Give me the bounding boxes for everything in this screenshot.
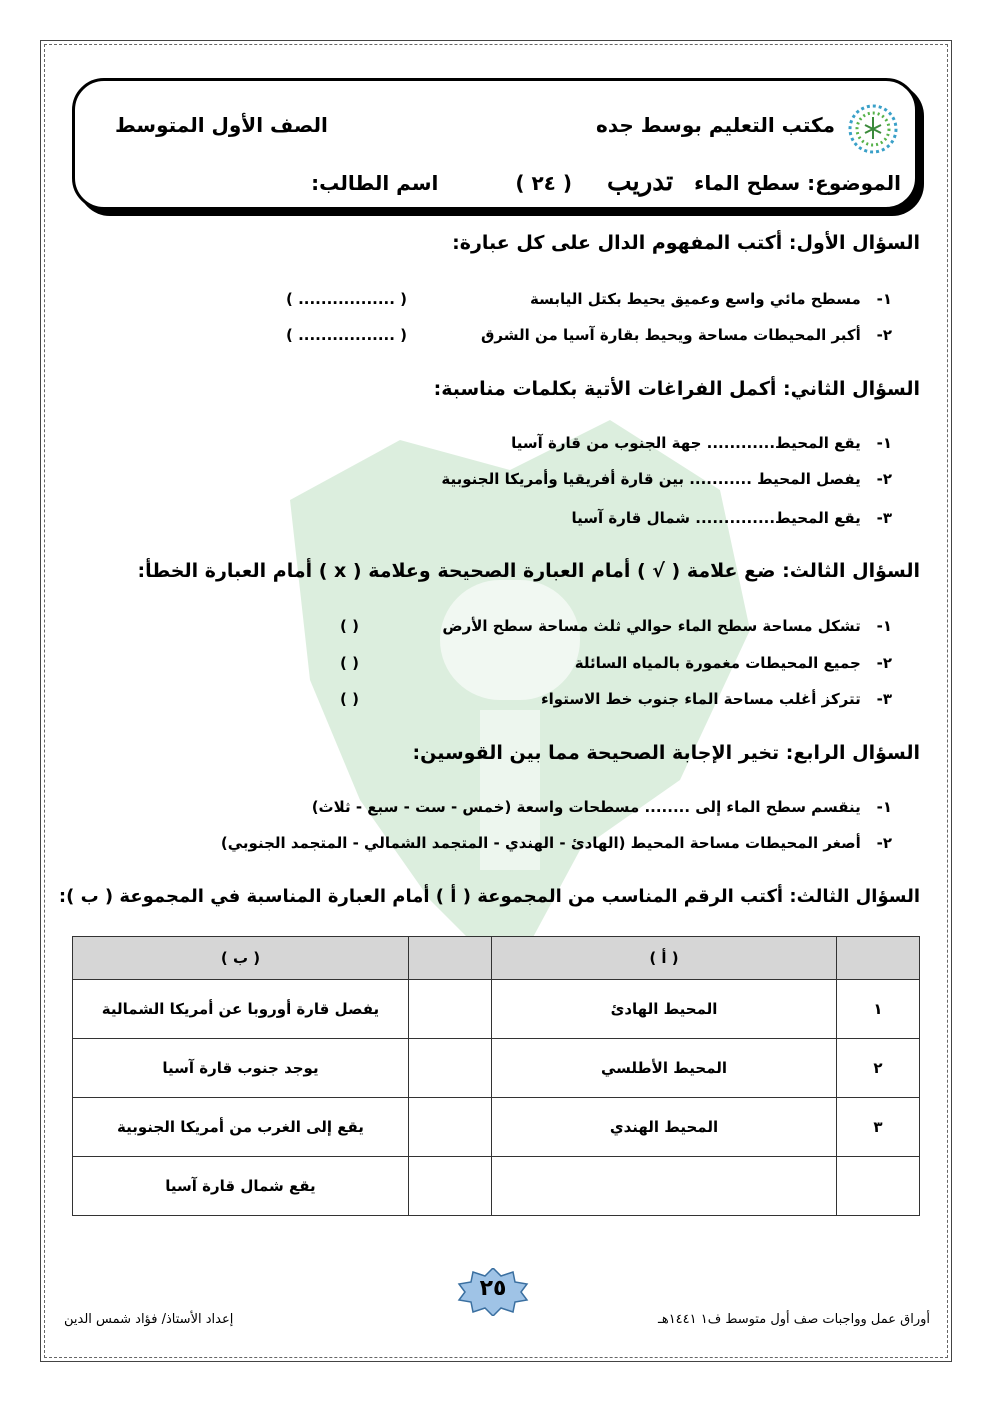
question-4-title: السؤال الرابع: تخير الإجابة الصحيحة مما بين القوسين: [412, 742, 920, 764]
group-a-cell [492, 1157, 837, 1216]
topic-line [311, 167, 901, 197]
q1-item-1 [530, 290, 892, 308]
item-text: أصغر المحيطات مساحة المحيط (الهادئ - الهندي - المتجمد الشمالي - المتجمد الجنوبي) [220, 834, 861, 852]
header-group-b: ( ب ) [73, 937, 409, 980]
question-5-title: السؤال الثالث: أكتب الرقم المناسب من المجموعة ( أ ) أمام العبارة المناسبة في المجموعة ( ب ): [58, 886, 920, 907]
answer-cell[interactable] [409, 1098, 492, 1157]
table-row [73, 1098, 920, 1157]
q3-item-1 [442, 617, 892, 635]
item-number: ٢- [876, 326, 892, 344]
item-text: تتركز أغلب مساحة الماء جنوب خط الاستواء [540, 690, 861, 708]
q3-answer-box-2[interactable]: ( ) [340, 654, 359, 672]
answer-cell[interactable] [409, 1039, 492, 1098]
matching-table [72, 936, 920, 1216]
training-word: تدريب [606, 167, 674, 197]
footer-author-text: إعداد الأستاذ/ فؤاد شمس الدين [64, 1312, 234, 1327]
header-num-cell [837, 937, 920, 980]
training-number: ( ٢٤ ) [515, 171, 572, 195]
table-header-row [73, 937, 920, 980]
item-text: مسطح مائي واسع وعميق يحيط بكتل اليابسة [529, 290, 861, 308]
item-text: جميع المحيطات مغمورة بالمياه السائلة [574, 654, 861, 672]
question-1-title: السؤال الأول: أكتب المفهوم الدال على كل عبارة: [452, 232, 920, 254]
group-a-cell: المحيط الأطلسي [492, 1039, 837, 1098]
q4-item-1[interactable] [312, 798, 892, 816]
item-number: ١- [876, 798, 892, 816]
student-name-label: اسم الطالب: [311, 171, 439, 195]
group-a-cell: المحيط الهندي [492, 1098, 837, 1157]
item-text: يقع المحيط............ جهة الجنوب من قارة آسيا [511, 434, 861, 452]
row-number [837, 1157, 920, 1216]
page-number: ٢٥ [479, 1276, 507, 1301]
grade-label: الصف الأول المتوسط [115, 113, 328, 137]
topic-label: الموضوع: سطح الماء [694, 171, 901, 195]
q2-item-3[interactable] [572, 509, 892, 527]
item-number: ٣- [876, 509, 892, 527]
item-number: ٢- [876, 834, 892, 852]
item-number: ٣- [876, 690, 892, 708]
ministry-logo-icon [847, 103, 899, 155]
q3-item-3 [541, 690, 892, 708]
q3-item-2 [575, 654, 892, 672]
q1-answer-blank-2[interactable]: ( ................. ) [286, 326, 408, 344]
item-number: ١- [876, 290, 892, 308]
header-box [72, 78, 918, 210]
footer-series-text: أوراق عمل وواجبات صف أول متوسط ف١ ١٤٤١هـ [658, 1312, 930, 1327]
header-group-a: ( أ ) [492, 937, 837, 980]
q1-item-2 [481, 326, 892, 344]
q3-answer-box-1[interactable]: ( ) [340, 617, 359, 635]
q1-answer-blank-1[interactable]: ( ................. ) [286, 290, 408, 308]
item-text: أكبر المحيطات مساحة ويحيط بقارة آسيا من الشرق [481, 326, 861, 344]
item-text: يفصل المحيط ........... بين قارة أفريقيا وأمريكا الجنوبية [441, 470, 861, 488]
question-2-title: السؤال الثاني: أكمل الفراغات الأتية بكلمات مناسبة: [433, 378, 920, 400]
item-text: يقع المحيط.............. شمال قارة آسيا [571, 509, 861, 527]
group-a-cell: المحيط الهادئ [492, 980, 837, 1039]
item-number: ١- [876, 434, 892, 452]
item-number: ١- [876, 617, 892, 635]
item-number: ٢- [876, 470, 892, 488]
row-number: ١ [837, 980, 920, 1039]
group-b-cell: يقع شمال قارة آسيا [73, 1157, 409, 1216]
row-number: ٢ [837, 1039, 920, 1098]
group-b-cell: يقع إلى الغرب من أمريكا الجنوبية [73, 1098, 409, 1157]
q2-item-1[interactable] [511, 434, 892, 452]
table-row [73, 1039, 920, 1098]
answer-cell[interactable] [409, 980, 492, 1039]
header-answer-cell [409, 937, 492, 980]
question-3-title: السؤال الثالث: ضع علامة ( √ ) أمام العبارة الصحيحة وعلامة ( x ) أمام العبارة الخطأ: [137, 560, 920, 582]
q3-answer-box-3[interactable]: ( ) [340, 690, 359, 708]
item-text: ينقسم سطح الماء إلى ........ مسطحات واسعة (خمس - ست - سبع - ثلاث) [311, 798, 861, 816]
item-number: ٢- [876, 654, 892, 672]
q4-item-2[interactable] [221, 834, 892, 852]
answer-cell[interactable] [409, 1157, 492, 1216]
row-number: ٣ [837, 1098, 920, 1157]
table-row [73, 980, 920, 1039]
group-b-cell: يوجد جنوب قارة آسيا [73, 1039, 409, 1098]
table-row [73, 1157, 920, 1216]
item-text: تشكل مساحة سطح الماء حوالي ثلث مساحة سطح الأرض [442, 617, 861, 635]
group-b-cell: يفصل قارة أوروبا عن أمريكا الشمالية [73, 980, 409, 1039]
education-office-label: مكتب التعليم بوسط جده [596, 113, 835, 137]
q2-item-2[interactable] [441, 470, 892, 488]
